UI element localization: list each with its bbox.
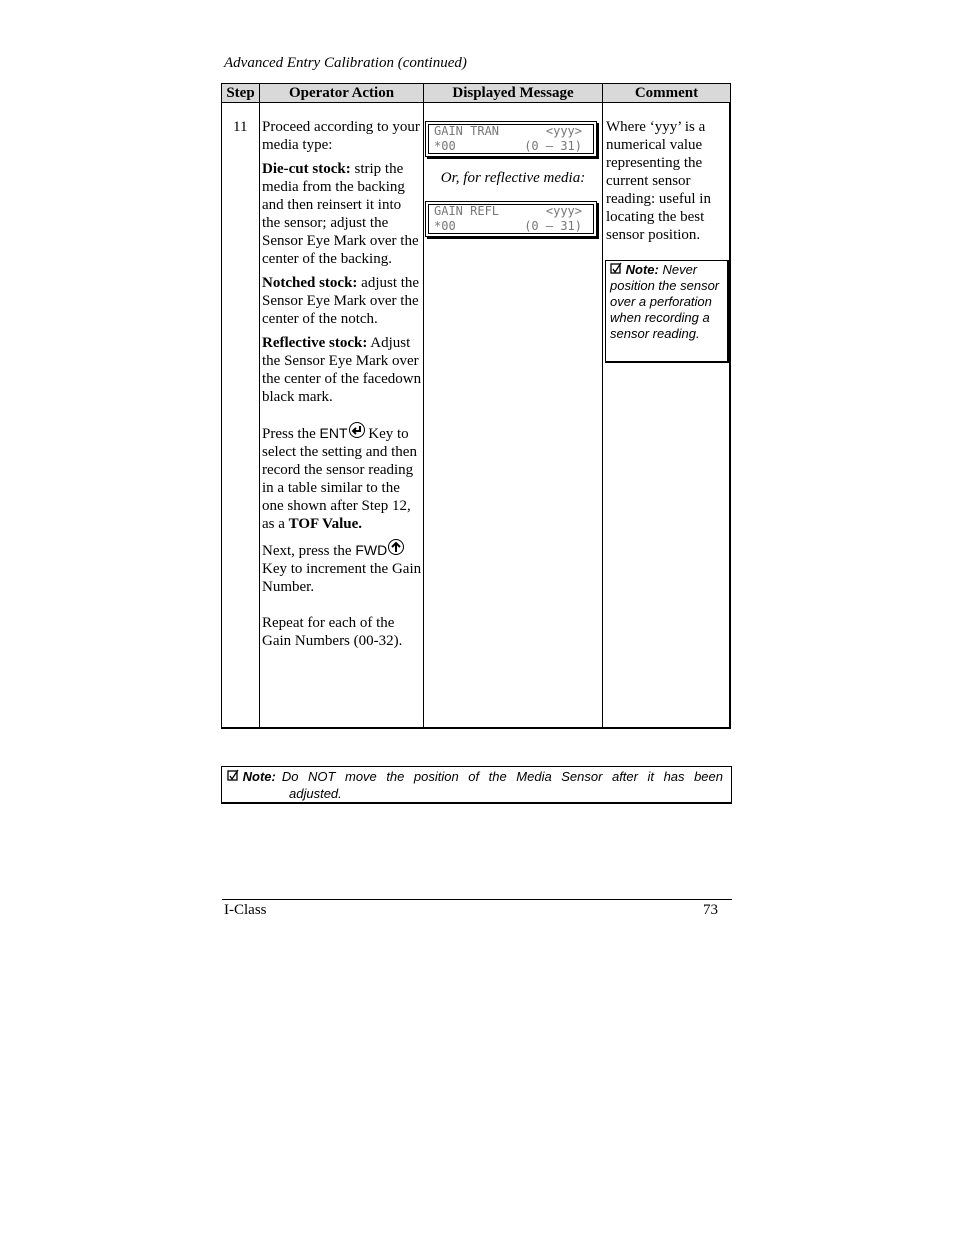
enter-arrow-icon — [349, 422, 365, 438]
lcd-text: *00 — [434, 219, 456, 233]
diecut-text: strip the media from the backing and then reinsert it into the sensor; adjust the Sensor Eye Mark over the center of the backing. — [262, 161, 419, 267]
header-displayed-message: Displayed Message — [452, 85, 574, 101]
lcd-text: <yyy> — [545, 124, 582, 138]
lcd-text: (0 – 31) — [524, 139, 582, 153]
lcd-text: <yyy> — [545, 204, 582, 218]
step-number: 11 — [233, 119, 248, 135]
note-label: Note: — [242, 769, 276, 784]
reflective-paragraph — [262, 334, 422, 406]
reflective-label: Reflective stock: — [262, 335, 368, 351]
diecut-label: Die-cut stock: — [262, 161, 351, 177]
checkbox-note-icon — [227, 768, 239, 785]
diecut-paragraph — [262, 160, 422, 268]
column-divider — [602, 84, 603, 728]
bottom-note-box — [221, 766, 732, 804]
lcd-text: *00 — [434, 139, 456, 153]
footer-rule — [222, 899, 732, 900]
sensor-note-box — [605, 260, 729, 363]
lcd-display-gain-tran — [425, 121, 597, 157]
ent-key — [320, 424, 365, 442]
press-prefix: Press the — [262, 426, 320, 442]
reflective-media-caption: Or, for reflective media: — [440, 170, 586, 186]
intro-text: Proceed according to your media type: — [262, 119, 420, 153]
checkbox-note-icon — [610, 262, 622, 278]
next-prefix: Next, press the — [262, 543, 356, 559]
header-comment: Comment — [634, 85, 699, 101]
notched-label: Notched stock: — [262, 275, 358, 291]
column-divider — [423, 84, 424, 728]
note-text: Never position the sensor over a perforation when recording a sensor reading. — [610, 262, 720, 341]
lcd-text: GAIN TRAN — [434, 124, 500, 138]
fwd-key-label: FWD — [355, 542, 388, 558]
operator-action-cell — [262, 118, 422, 656]
page-number: 73 — [703, 902, 718, 918]
note-label: Note: — [625, 262, 659, 277]
header-step: Step — [226, 85, 255, 101]
comment-text: Where ‘yyy’ is a numerical value representing the current sensor reading: useful in locating the best sensor position. — [606, 119, 711, 243]
lcd-text: (0 – 31) — [524, 219, 582, 233]
ent-key-label: ENT — [319, 425, 348, 441]
repeat-paragraph: Repeat for each of the Gain Numbers (00-32). — [262, 615, 403, 649]
lcd-text: GAIN REFL — [434, 204, 500, 218]
fwd-key — [355, 541, 404, 559]
press-fwd-paragraph — [262, 541, 422, 596]
notched-paragraph — [262, 274, 422, 328]
note-text: Do NOT move the position of the Media Sensor after it has been — [281, 769, 723, 784]
tof-value: TOF Value. — [288, 516, 363, 532]
next-suffix: Key to increment the Gain Number. — [262, 561, 422, 595]
press-ent-paragraph — [262, 424, 422, 533]
lcd-display-gain-refl — [425, 201, 597, 237]
note-text: adjusted. — [289, 786, 342, 801]
footer-product-name: I-Class — [224, 902, 267, 918]
header-operator-action: Operator Action — [288, 85, 395, 101]
column-divider — [259, 84, 260, 728]
up-arrow-icon — [388, 539, 404, 555]
press-suffix: Key to select the setting and then record the sensor reading in a table similar to the one shown after Step 12, as a — [262, 426, 417, 532]
reflective-text: Adjust the Sensor Eye Mark over the center of the facedown black mark. — [262, 335, 422, 405]
running-head: Advanced Entry Calibration (continued) — [224, 55, 467, 71]
notched-text: adjust the Sensor Eye Mark over the center of the notch. — [262, 275, 420, 327]
